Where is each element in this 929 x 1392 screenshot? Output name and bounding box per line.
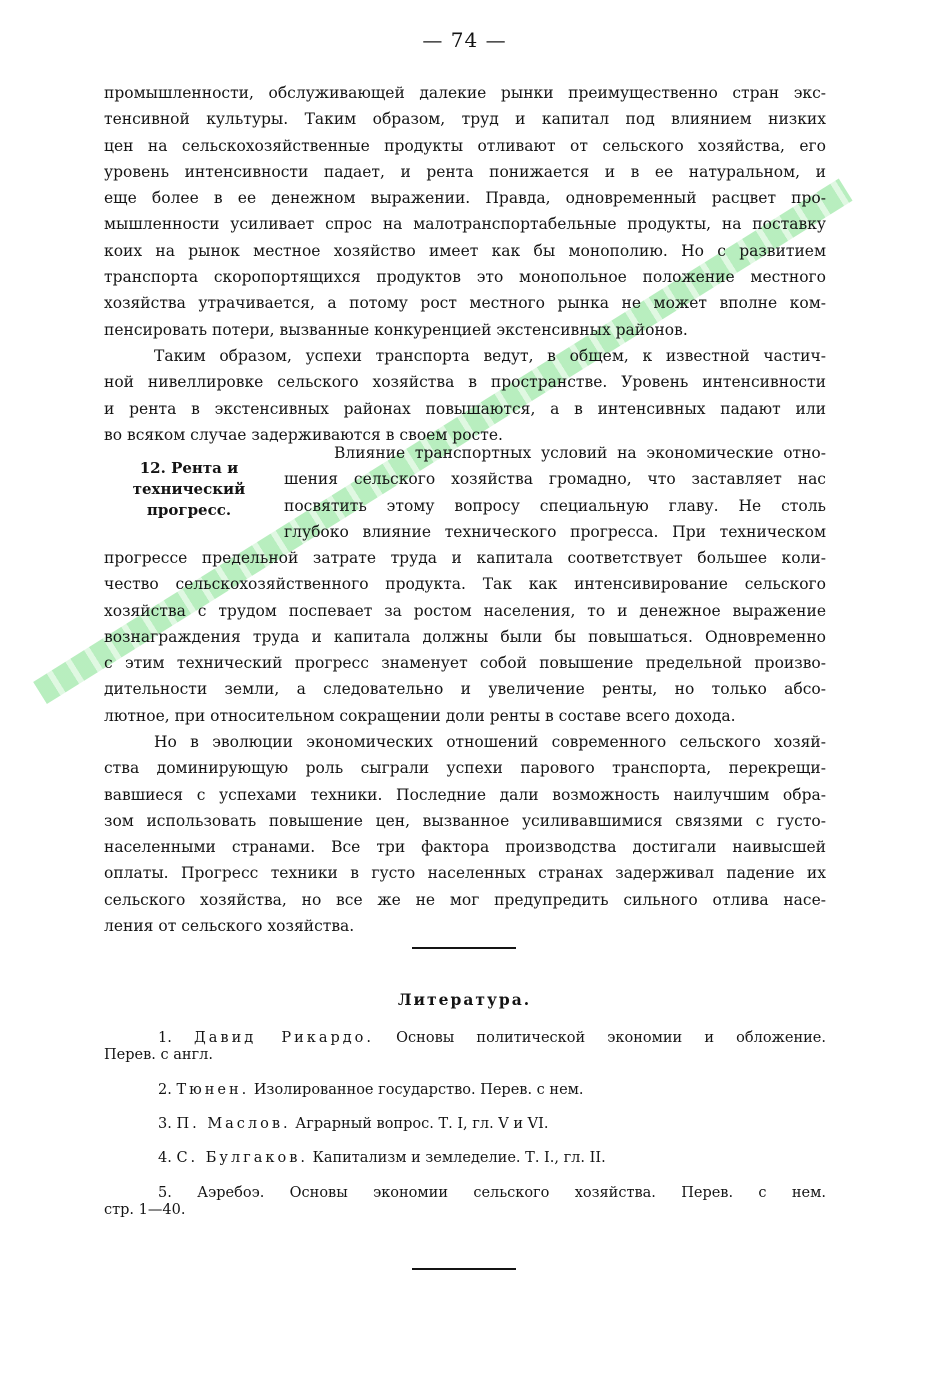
text-line: и рента в экстенсивных районах повышаются, а в интенсивных падают или	[104, 399, 826, 418]
text-line: лютное, при относительном сокращении доли ренты в составе всего дохода.	[104, 706, 736, 725]
text-line: посвятить этому вопросу специальную главу. Не столь	[284, 496, 826, 515]
paragraph-4	[104, 729, 826, 939]
text-line: вознаграждения труда и капитала должны были бы повышаться. Одновременно	[104, 627, 826, 646]
reference-text: Аграрный вопрос. Т. I, гл. V и VI.	[295, 1116, 549, 1132]
text-line: Таким образом, успехи транспорта ведут, в общем, к известной частич-	[154, 347, 826, 365]
text-line: сельского хозяйства, но все же не мог предупредить сильного отлива насе-	[104, 890, 826, 909]
text-line: мышленности усиливает спрос на малотранспортабельные продукты, на поставку	[104, 215, 826, 234]
paragraph-3	[104, 545, 826, 729]
text-line: ной нивеллировке сельского хозяйства в пространстве. Уровень интенсивности	[104, 373, 826, 392]
paragraph-3-narrow	[284, 440, 826, 545]
reference-5	[104, 1185, 826, 1219]
text-line: хозяйства с трудом поспевает за ростом населения, то и денежное выражение	[104, 601, 826, 620]
text-line: хозяйства утрачивается, а потому рост местного рынка не может вполне ком-	[104, 294, 826, 313]
text-line: цен на сельскохозяйственные продукты отливают от сельского хозяйства, его	[104, 136, 826, 155]
text-line: чество сельскохозяйственного продукта. Так как интенсивирование сельского	[104, 575, 826, 594]
reference-number: 5.	[158, 1185, 172, 1201]
reference-text: Основы экономии сельского хозяйства. Перев. с нем.	[289, 1185, 826, 1201]
literature-title: Литература.	[397, 990, 532, 1009]
reference-text: Основы политической экономии и обложение.	[396, 1030, 826, 1046]
text-line: зом использовать повышение цен, вызванное усиливавшимися связями с густо-	[104, 811, 826, 830]
margin-heading-line: 12. Рента и	[139, 459, 239, 477]
margin-heading	[104, 458, 274, 521]
text-line: промышленности, обслуживающей далекие рынки преимущественно стран экс-	[104, 84, 826, 102]
margin-heading-line: прогресс.	[146, 501, 232, 519]
text-line: с этим технический прогресс знаменует собой повышение предельной произво-	[104, 654, 826, 673]
reference-text: стр. 1—40.	[104, 1202, 186, 1218]
reference-author: Давид Рикардо.	[194, 1030, 375, 1046]
text-line: во всяком случае задерживаются в своем росте.	[104, 425, 503, 444]
text-line: населенными странами. Все три фактора производства достигали наивысшей	[104, 838, 826, 857]
text-line: уровень интенсивности падает, и рента понижается и в ее натуральном, и	[104, 162, 826, 181]
reference-number: 4.	[158, 1150, 172, 1166]
text-line: транспорта скоропортящихся продуктов это монопольное положение местного	[104, 268, 826, 287]
reference-text: Изолированное государство. Перев. с нем.	[253, 1082, 584, 1098]
text-line: дительности земли, а следовательно и увеличение ренты, но только абсо-	[104, 680, 826, 699]
reference-number: 3.	[158, 1116, 172, 1132]
text-line: коих на рынок местное хозяйство имеет как бы монополию. Но с развитием	[104, 241, 826, 260]
text-line: оплаты. Прогресс техники в густо населенных странах задерживал падение их	[104, 864, 826, 883]
text-line: прогрессе предельной затрате труда и капитала соответствует большее коли-	[104, 549, 826, 567]
reference-3	[104, 1116, 826, 1133]
text-line: Влияние транспортных условий на экономические отно-	[334, 444, 826, 462]
reference-number: 1.	[158, 1030, 172, 1046]
reference-1	[104, 1030, 826, 1064]
text-line: пенсировать потери, вызванные конкуренцией экстенсивных районов.	[104, 320, 688, 339]
paragraph-1	[104, 80, 826, 343]
reference-author: Аэребоэ.	[197, 1185, 265, 1201]
text-line: тенсивной культуры. Таким образом, труд и капитал под влиянием низких	[104, 110, 826, 129]
reference-text: Перев. с англ.	[104, 1047, 213, 1063]
text-line: еще более в ее денежном выражении. Правда, одновременный расцвет про-	[104, 189, 826, 208]
text-line: ления от сельского хозяйства.	[104, 917, 355, 936]
reference-text: Капитализм и земледелие. Т. I., гл. II.	[312, 1150, 606, 1166]
reference-2	[104, 1082, 826, 1099]
reference-author: Тюнен.	[176, 1082, 250, 1098]
text-line: ства доминирующую роль сыграли успехи парового транспорта, перекрещи-	[104, 759, 826, 778]
paragraph-2	[104, 343, 826, 448]
end-divider	[412, 1268, 516, 1270]
text-line: Но в эволюции экономических отношений современного сельского хозяй-	[154, 733, 826, 751]
section-divider	[412, 947, 516, 949]
text-line: шения сельского хозяйства громадно, что заставляет нас	[284, 470, 826, 489]
reference-author: С. Булгаков.	[176, 1150, 308, 1166]
reference-4	[104, 1150, 826, 1167]
reference-number: 2.	[158, 1082, 172, 1098]
text-line: вавшиеся с успехами техники. Последние дали возможность наилучшим обра-	[104, 785, 826, 804]
page-number: — 74 —	[422, 28, 507, 52]
reference-author: П. Маслов.	[176, 1116, 291, 1132]
margin-heading-line: технический	[132, 480, 246, 498]
text-line: глубоко влияние технического прогресса. При техническом	[284, 522, 826, 541]
